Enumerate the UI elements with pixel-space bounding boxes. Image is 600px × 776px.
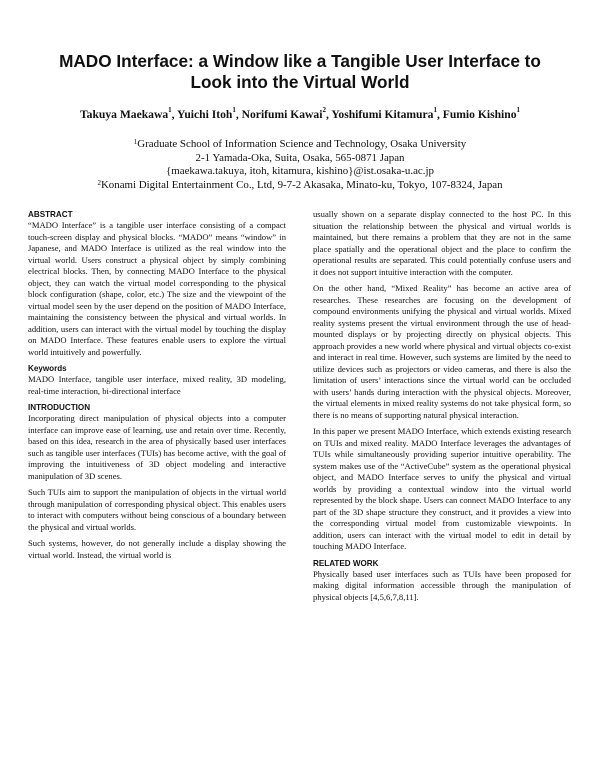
- author-name: Fumio Kishino: [442, 108, 517, 121]
- related-work-text: Physically based user interfaces such as TUIs have been proposed for making digital information accessible through the manipulation of physical objects [4,5,6,7,8,11].: [313, 568, 571, 602]
- author-name: Yoshifumi Kitamura: [331, 108, 434, 121]
- body-paragraph: In this paper we present MADO Interface, which extends existing research on TUIs and mixed reality. MADO Interface leverages the advantages of TUIs while simultaneously providing superior intuitive operability. The system makes use of the “ActiveCube” system as the operational physical object, and MADO Interface serves to unify the physical and virtual worlds by providing a contextual window into the virtual world represented by the block shape. Users can connect MADO Interface to any part of the 3D shape structure they construct, and it provides a view into the corresponding virtual model from customizable viewpoints. In addition, users can interact with the virtual model to edit in detail by touching MADO Interface.: [313, 426, 571, 551]
- author-affiliation-mark: 1: [232, 106, 236, 114]
- author-list: Takuya Maekawa$^1$, Yuichi Itoh$^1$, Norifumi Kawai$^2$, Yoshifumi Kitamura$^1$, Fumio Kishino$^1$: [79, 106, 521, 121]
- body-paragraph: usually shown on a separate display connected to the host PC. In this situation the relationship between the physical and virtual worlds is maintained, but there remains a problem that they are not in the same place spatially and the operational object and the place to confirm the operational results are separated. This could potentially confuse users and it does not support intuitive interaction with the computer.: [313, 209, 571, 277]
- affiliation-1: $^1$Graduate School of Information Science and Technology, Osaka University: [133, 138, 467, 150]
- introduction-heading: INTRODUCTION: [28, 403, 91, 412]
- affiliations: [30, 138, 570, 192]
- author-affiliation-mark: 1: [433, 106, 437, 114]
- author-affiliation-mark: 1: [168, 106, 172, 114]
- introduction-paragraph: Such systems, however, do not generally include a display showing the virtual world. Instead, the virtual world is: [28, 538, 286, 560]
- keywords-text: MADO Interface, tangible user interface, mixed reality, 3D modeling, real-time interaction, bi-directional interface: [28, 374, 286, 396]
- introduction-paragraph: Such TUIs aim to support the manipulation of objects in the virtual world through manipulation of corresponding physical object. This enables users to interact with computers without being conscious of a boundary between the physical and virtual worlds.: [28, 487, 286, 532]
- right-column: [313, 209, 571, 608]
- author-name: Norifumi Kawai: [241, 108, 323, 121]
- introduction-paragraph: Incorporating direct manipulation of physical objects into a computer interface can improve ease of learning, use and retain over time. Recently, based on this idea, research in the area of physically based user interfaces such as tangible user interfaces (TUIs) has become active, with the goal of improving the intuitiveness of 3D object modeling and interactive manipulation of 3D scenes.: [28, 413, 286, 481]
- author-affiliation-mark: 2: [322, 106, 326, 114]
- body-paragraph: On the other hand, “Mixed Reality” has become an active area of researches. These researches are focusing on the development of compound environments unifying the physical and virtual worlds. Mixed reality systems present the virtual environment through the use of head-mounted displays or by projecting directly on physical objects. This approach provides a new world where physical and virtual objects co-exist and interact in real time. However, such systems are limited by the need to utilize devices such as projectors or video cameras, and there is also the limitation of users’ interactions since the virtual world can be occluded with users’ hands during interaction with the physical objects. Moreover, the virtual elements in mixed reality systems do not take physical form, so there is no means of supporting natural physical interaction.: [313, 283, 571, 420]
- left-column: [28, 209, 286, 566]
- author-name: Takuya Maekawa: [79, 108, 169, 121]
- address-1: 2-1 Yamada-Oka, Suita, Osaka, 565-0871 Japan: [195, 151, 405, 164]
- abstract-heading: ABSTRACT: [28, 210, 73, 219]
- keywords-heading: Keywords: [28, 364, 67, 373]
- related-work-heading: RELATED WORK: [313, 558, 379, 568]
- affiliation-2: $^2$Konami Digital Entertainment Co., Ltd, 9-7-2 Akasaka, Minato-ku, Tokyo, 107-8324, Japan: [97, 178, 503, 191]
- email-1: {maekawa.takuya, itoh, kitamura, kishino}@ist.osaka-u.ac.jp: [166, 165, 434, 177]
- author-name: Yuichi Itoh: [177, 108, 233, 121]
- abstract-text: “MADO Interface” is a tangible user interface consisting of a compact touch-screen display and physical blocks. “MADO” means “window” in Japanese, and MADO Interface is utilized as the real window into the virtual world. Users construct a physical object by simply combining electrical blocks. Then, by connecting MADO Interface to the physical object, they can watch the virtual model corresponding to the physical block configuration (shape, color, etc.) The size and the viewpoint of the virtual model seen by the user depend on the position of MADO Interface, maintaining the consistency between the physical and virtual worlds. In addition, users can interact with the virtual model by touching the display on MADO Interface. These features enable users to explore the virtual world intuitively and powerfully.: [28, 220, 286, 357]
- paper-title: MADO Interface: a Window like a Tangible User Interface to Look into the Virtual World: [59, 51, 541, 92]
- author-affiliation-mark: 1: [516, 106, 521, 114]
